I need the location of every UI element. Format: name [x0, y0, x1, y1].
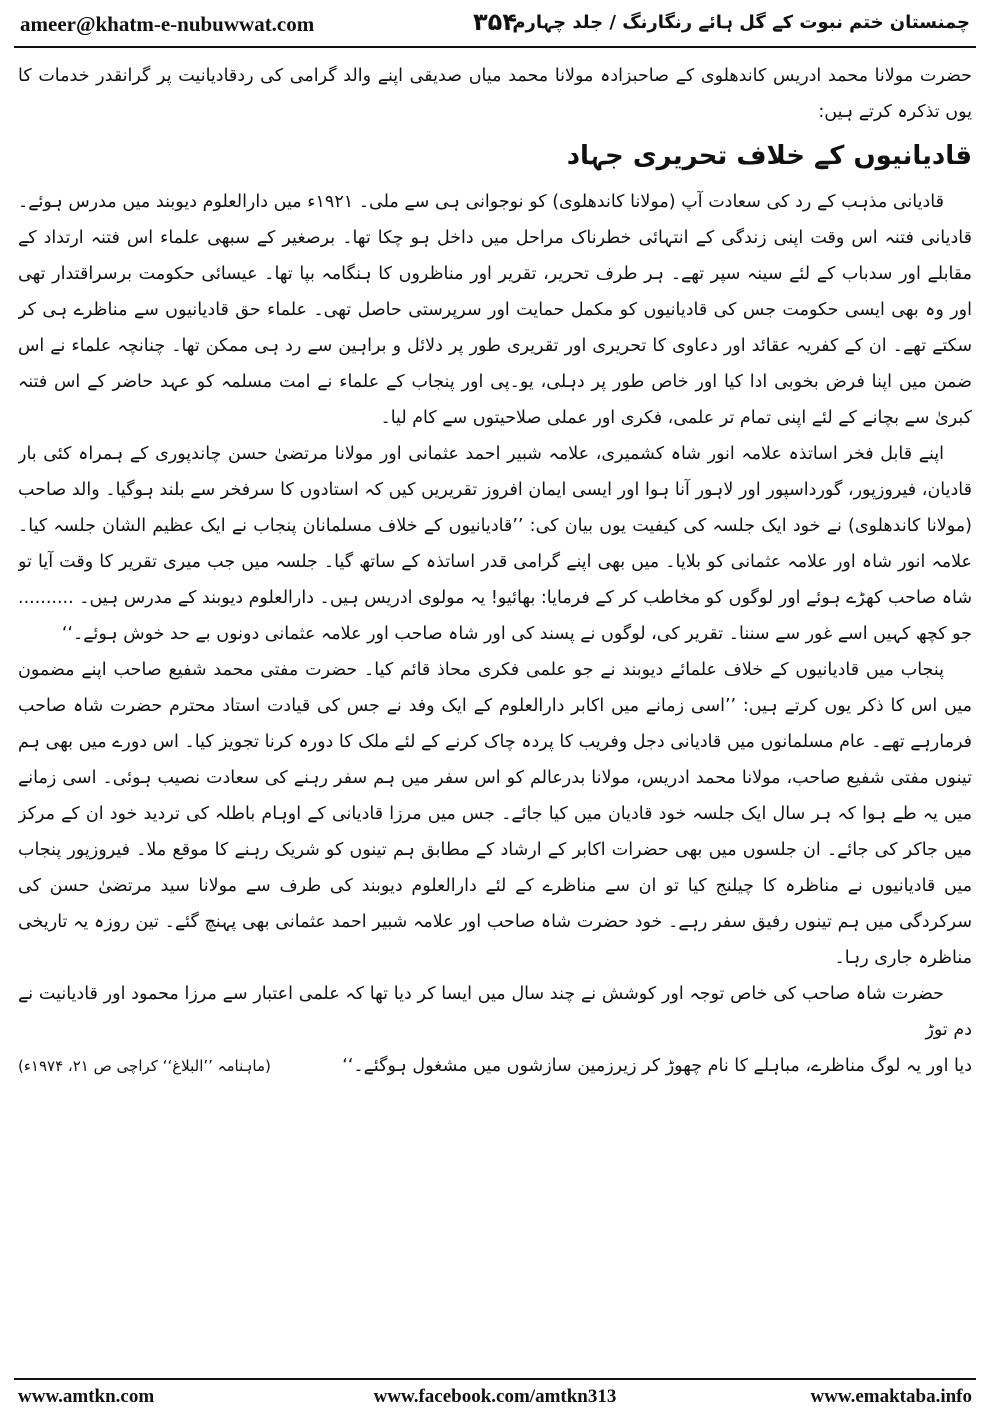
page-body: [18, 58, 972, 1370]
closing-line: [18, 1048, 972, 1084]
paragraph-4-end: دیا اور یہ لوگ مناظرے، مباہلے کا نام چھوڑ کر زیرزمین سازشوں میں مشغول ہوگئے۔‘‘: [342, 1056, 972, 1076]
header-email: ameer@khatm-e-nubuwwat.com: [20, 12, 315, 36]
header-divider: [14, 46, 976, 48]
paragraph-1: قادیانی مذہب کے رد کی سعادت آپ (مولانا کاندھلوی) کو نوجوانی ہی سے ملی۔ ۱۹۲۱ء میں دارالعلوم دیوبند میں مدرس ہوئے۔ قادیانی فتنہ اس وقت اپنی زندگی کے انتہائی خطرناک مراحل میں داخل ہو چکا تھا۔ برصغیر کے سبھی علماء اس فتنہ ارتداد کے مقابلے اور سدباب کے لئے سینہ سپر تھے۔ ہر طرف تحریر، تقریر اور مناظروں کا ہنگامہ بپا تھا۔ عیسائی حکومت برسراقتدار تھی اور وہ بھی ایسی حکومت جس کی قادیانیوں کو مکمل حمایت اور سرپرستی حاصل تھی۔ علماء حق قادیانیوں سے مناظرے ہی کر سکتے تھے۔ ان کے کفریہ عقائد اور دعاوی کا تحریری اور تقریری طور پر دلائل و براہین سے رد ہی ممکن تھا۔ چنانچہ علماء نے اس ضمن میں اپنا فرض بخوبی ادا کیا اور خاص طور پر دہلی، یو۔پی اور پنجاب کے علماء نے امت مسلمہ کو عہد حاضر کے اس فتنہ کبریٰ سے بچانے کے لئے اپنی تمام تر علمی، فکری اور عملی صلاحیتوں سے کام لیا۔: [18, 192, 972, 428]
page-footer: [14, 1384, 976, 1414]
book-title: چمنستان ختم نبوت کے گل ہائے رنگارنگ / جلد چہارم: [512, 12, 970, 33]
page-header: [14, 6, 976, 46]
footer-link-amtkn[interactable]: www.amtkn.com: [18, 1386, 155, 1407]
footer-divider: [14, 1378, 976, 1380]
paragraph-3: پنجاب میں قادیانیوں کے خلاف علمائے دیوبند نے جو علمی فکری محاذ قائم کیا۔ حضرت مفتی محمد شفیع صاحب اپنے مضمون میں اس کا ذکر یوں کرتے ہیں: ’’اسی زمانے میں اکابر دارالعلوم کے ایک وفد نے جس کی قیادت استاد محترم حضرت شاہ صاحب فرمارہے تھے۔ عام مسلمانوں میں قادیانی دجل وفریب کا پردہ چاک کرنے کے لئے ملک کا دورہ کرنا تجویز کیا۔ اس دورے میں بھی ہم تینوں مفتی شفیع صاحب، مولانا محمد ادریس، مولانا بدرعالم کو اس سفر میں ہم سفر رہنے کی سعادت نصیب ہوئی۔ اسی زمانے میں یہ طے ہوا کہ ہر سال ایک جلسہ خود قادیان میں کیا جائے۔ جس میں مرزا قادیانی کے اوہام باطلہ کی تردید خود ان کے مرکز میں جاکر کی جائے۔ ان جلسوں میں بھی حضرات اکابر کے ارشاد کے مطابق ہم تینوں کو شریک رہنے کا موقع ملا۔ فیروزپور پنجاب میں قادیانیوں نے مناظرہ کا چیلنج کیا تو ان سے مناظرے کے لئے دارالعلوم دیوبند کی طرف سے مولانا سید مرتضیٰ حسن کی سرکردگی میں ہم تینوں رفیق سفر رہے۔ خود حضرت شاہ صاحب اور علامہ شبیر احمد عثمانی بھی پہنچ گئے۔ تین روزہ یہ تاریخی مناظرہ جاری رہا۔: [18, 660, 972, 968]
intro-paragraph: حضرت مولانا محمد ادریس کاندھلوی کے صاحبزادہ مولانا محمد میاں صدیقی اپنے والد گرامی کی ردقادیانیت پر گرانقدر خدمات کا یوں تذکرہ کرتے ہیں:: [18, 66, 972, 122]
footer-link-facebook[interactable]: www.facebook.com/amtkn313: [373, 1386, 617, 1407]
footer-link-emaktaba[interactable]: www.emaktaba.info: [810, 1386, 972, 1407]
page-number: ۳۵۴: [473, 8, 517, 36]
section-heading: قادیانیوں کے خلاف تحریری جہاد: [566, 141, 972, 171]
paragraph-2: اپنے قابل فخر اساتذہ علامہ انور شاہ کشمیری، علامہ شبیر احمد عثمانی اور مولانا مرتضیٰ حسن چاندپوری کے ہمراہ کئی بار قادیان، فیروزپور، گورداسپور اور لاہور آنا ہوا اور ایسی ایمان افروز تقریریں کیں کہ استادوں کا سرفخر سے بلند ہوگیا۔ والد صاحب (مولانا کاندھلوی) نے خود ایک جلسہ کی کیفیت یوں بیان کی: ’’قادیانیوں کے خلاف مسلمانان پنجاب نے ایک عظیم الشان جلسہ کیا۔ علامہ انور شاہ اور علامہ عثمانی کو بلایا۔ میں بھی اپنے گرامی قدر اساتذہ کے ساتھ گیا۔ جلسہ میں جب میری تقریر کا وقت آیا تو شاہ صاحب کھڑے ہوئے اور لوگوں کو مخاطب کر کے فرمایا: بھائیو! یہ مولوی ادریس ہیں۔ دارالعلوم دیوبند کے مدرس ہیں۔ .......... جو کچھ کہیں اسے غور سے سننا۔ تقریر کی، لوگوں نے پسند کی اور شاہ صاحب اور علامہ عثمانی دونوں بے حد خوش ہوئے۔‘‘: [18, 444, 972, 644]
source-citation: (ماہنامہ ’’البلاغ‘‘ کراچی ص ۲۱، ۱۹۷۴ء): [18, 1057, 271, 1075]
paragraph-4: حضرت شاہ صاحب کی خاص توجہ اور کوشش نے چند سال میں ایسا کر دیا تھا کہ علمی اعتبار سے مرزا محمود اور قادیانیت نے دم توڑ: [18, 984, 972, 1040]
